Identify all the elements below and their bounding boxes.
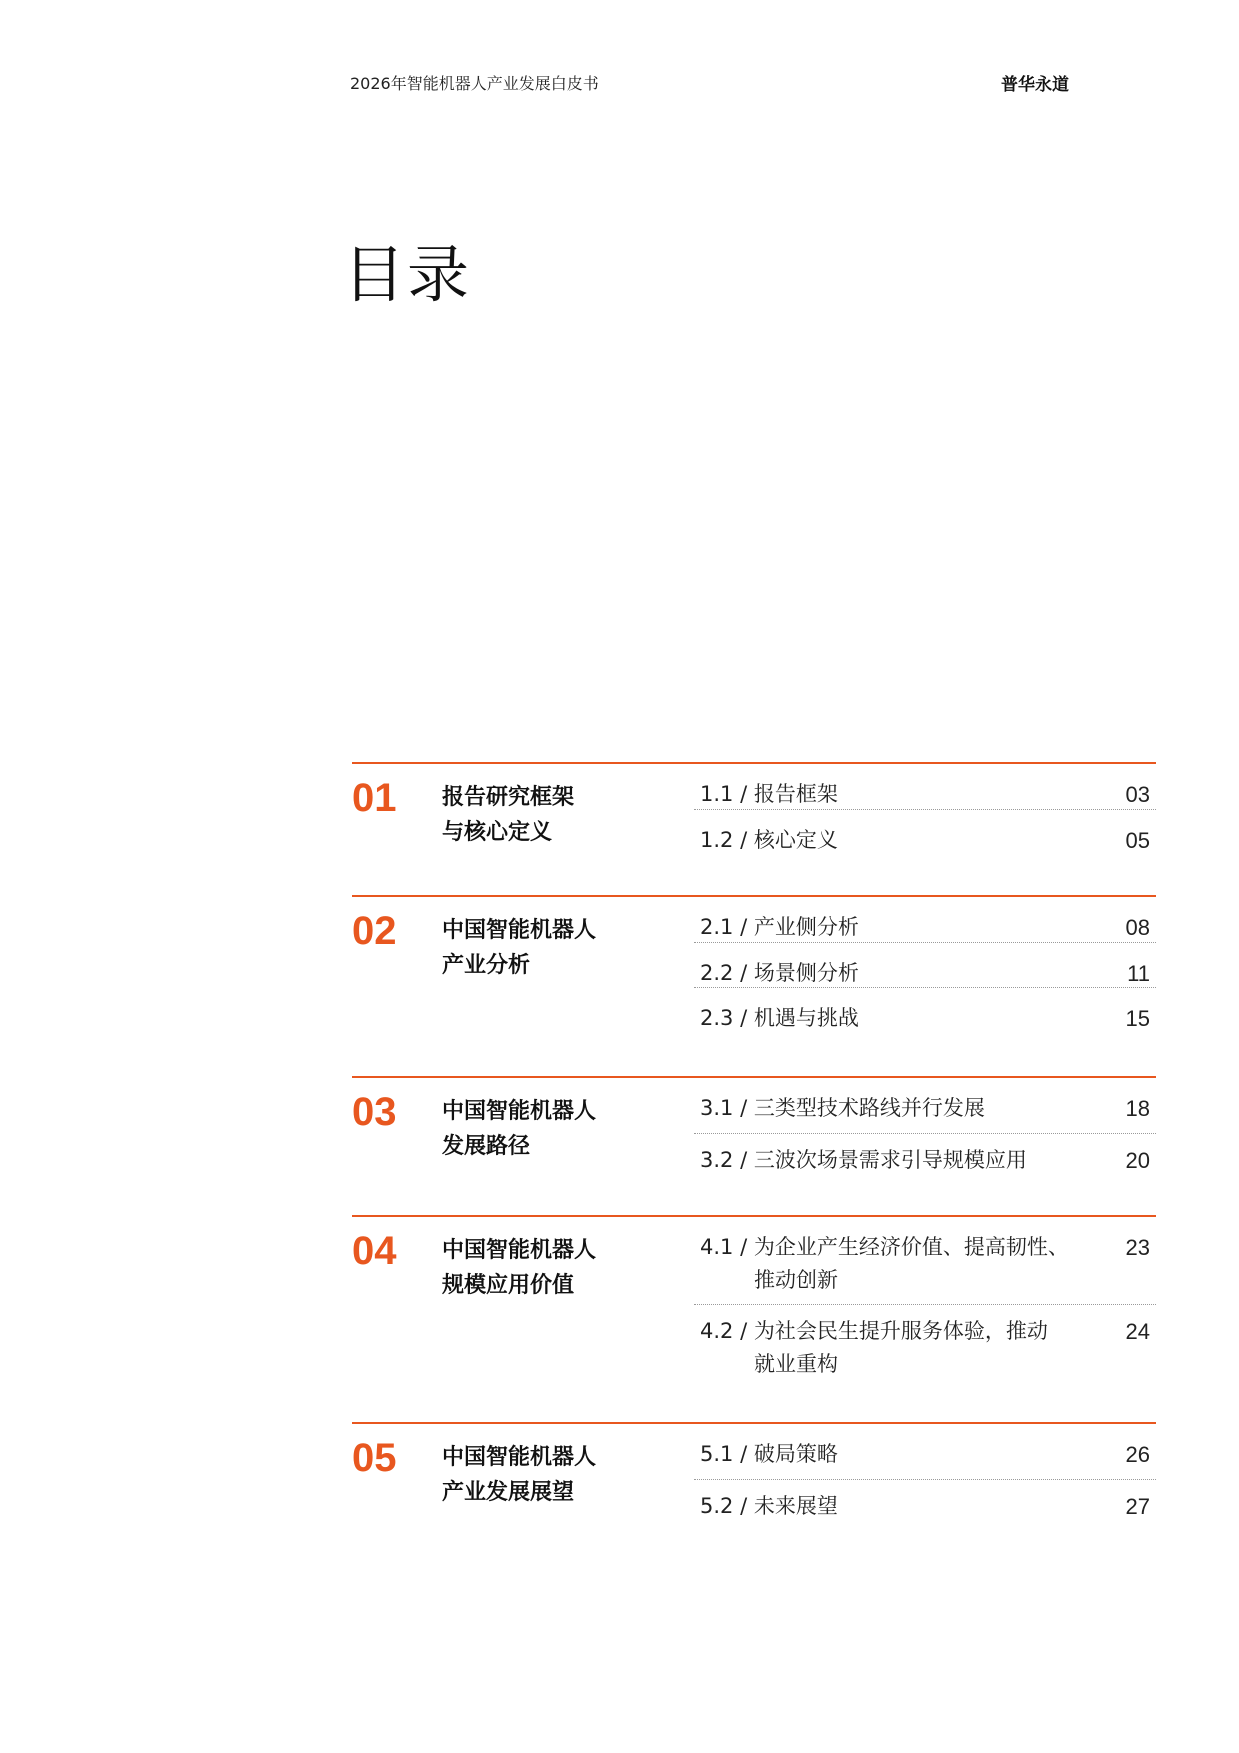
entry-label: 5.1 / 破局策略	[700, 1442, 838, 1466]
toc-entry-2-3[interactable]	[694, 988, 1156, 1032]
subsection-list	[694, 1424, 1156, 1535]
entry-label-line: 推动创新	[754, 1268, 838, 1292]
entry-page-number: 11	[1127, 961, 1150, 986]
entry-page-number: 24	[1125, 1319, 1150, 1344]
section-title-line: 中国智能机器人	[442, 1445, 597, 1470]
entry-page-number: 03	[1125, 782, 1150, 807]
toc-section-01	[352, 762, 1156, 895]
page-title: 目录	[343, 237, 472, 311]
entry-label	[700, 1315, 1090, 1381]
entry-page-number: 20	[1125, 1148, 1150, 1173]
entry-label: 2.1 / 产业侧分析	[700, 915, 859, 939]
entry-page-number: 15	[1125, 1006, 1150, 1031]
section-title[interactable]	[442, 1440, 596, 1510]
section-title-line: 中国智能机器人	[442, 1099, 597, 1124]
section-title-line: 报告研究框架	[442, 785, 575, 810]
entry-page-number: 08	[1125, 915, 1150, 940]
toc-entry-3-1[interactable]	[694, 1078, 1156, 1134]
section-title[interactable]	[442, 913, 596, 983]
subsection-list	[694, 764, 1156, 856]
report-title: 2026年智能机器人产业发展白皮书	[350, 74, 599, 93]
toc-entry-4-2[interactable]	[694, 1305, 1156, 1393]
section-title-line: 规模应用价值	[442, 1273, 575, 1298]
section-number: 04	[352, 1229, 397, 1273]
section-title-line: 与核心定义	[442, 820, 553, 845]
toc-section-03	[352, 1076, 1156, 1215]
section-number: 02	[352, 909, 397, 953]
toc-entry-3-2[interactable]	[694, 1134, 1156, 1190]
entry-label: 3.1 / 三类型技术路线并行发展	[700, 1096, 985, 1120]
entry-label-line: 4.2 / 为社会民生提升服务体验，推动	[700, 1319, 1048, 1343]
entry-label-line: 4.1 / 为企业产生经济价值、提高韧性、	[700, 1235, 1069, 1259]
section-title-line: 产业发展展望	[442, 1480, 575, 1505]
toc-section-05	[352, 1422, 1156, 1564]
section-title[interactable]	[442, 780, 574, 850]
section-title[interactable]	[442, 1233, 596, 1303]
entry-page-number: 05	[1125, 828, 1150, 853]
section-title-line: 发展路径	[442, 1134, 531, 1159]
section-number: 05	[352, 1436, 397, 1480]
section-title-line: 中国智能机器人	[442, 1238, 597, 1263]
entry-page-number: 26	[1125, 1442, 1150, 1467]
toc-entry-2-2[interactable]	[694, 943, 1156, 988]
brand-name: 普华永道	[1001, 75, 1069, 95]
subsection-list	[694, 1217, 1156, 1393]
entry-page-number: 18	[1125, 1096, 1150, 1121]
toc-section-02	[352, 895, 1156, 1076]
section-title-line: 产业分析	[442, 953, 531, 978]
subsection-list	[694, 897, 1156, 1032]
entry-label: 1.1 / 报告框架	[700, 782, 838, 806]
toc-entry-2-1[interactable]	[694, 897, 1156, 943]
toc-entry-4-1[interactable]	[694, 1217, 1156, 1305]
toc-entry-1-2[interactable]	[694, 810, 1156, 856]
section-number: 03	[352, 1090, 397, 1134]
entry-label: 1.2 / 核心定义	[700, 828, 838, 852]
toc-entry-1-1[interactable]	[694, 764, 1156, 810]
toc-entry-5-1[interactable]	[694, 1424, 1156, 1480]
entry-label: 2.2 / 场景侧分析	[700, 961, 859, 985]
toc-section-04	[352, 1215, 1156, 1422]
entry-page-number: 27	[1125, 1494, 1150, 1519]
entry-label: 3.2 / 三波次场景需求引导规模应用	[700, 1148, 1027, 1172]
entry-page-number: 23	[1125, 1235, 1150, 1260]
toc-entry-5-2[interactable]	[694, 1480, 1156, 1535]
section-number: 01	[352, 776, 397, 820]
entry-label-line: 就业重构	[754, 1352, 838, 1376]
entry-label: 2.3 / 机遇与挑战	[700, 1006, 859, 1030]
entry-label: 5.2 / 未来展望	[700, 1494, 838, 1518]
section-title-line: 中国智能机器人	[442, 918, 597, 943]
table-of-contents	[352, 762, 1156, 1564]
subsection-list	[694, 1078, 1156, 1190]
section-title[interactable]	[442, 1094, 596, 1164]
entry-label	[700, 1231, 1090, 1297]
